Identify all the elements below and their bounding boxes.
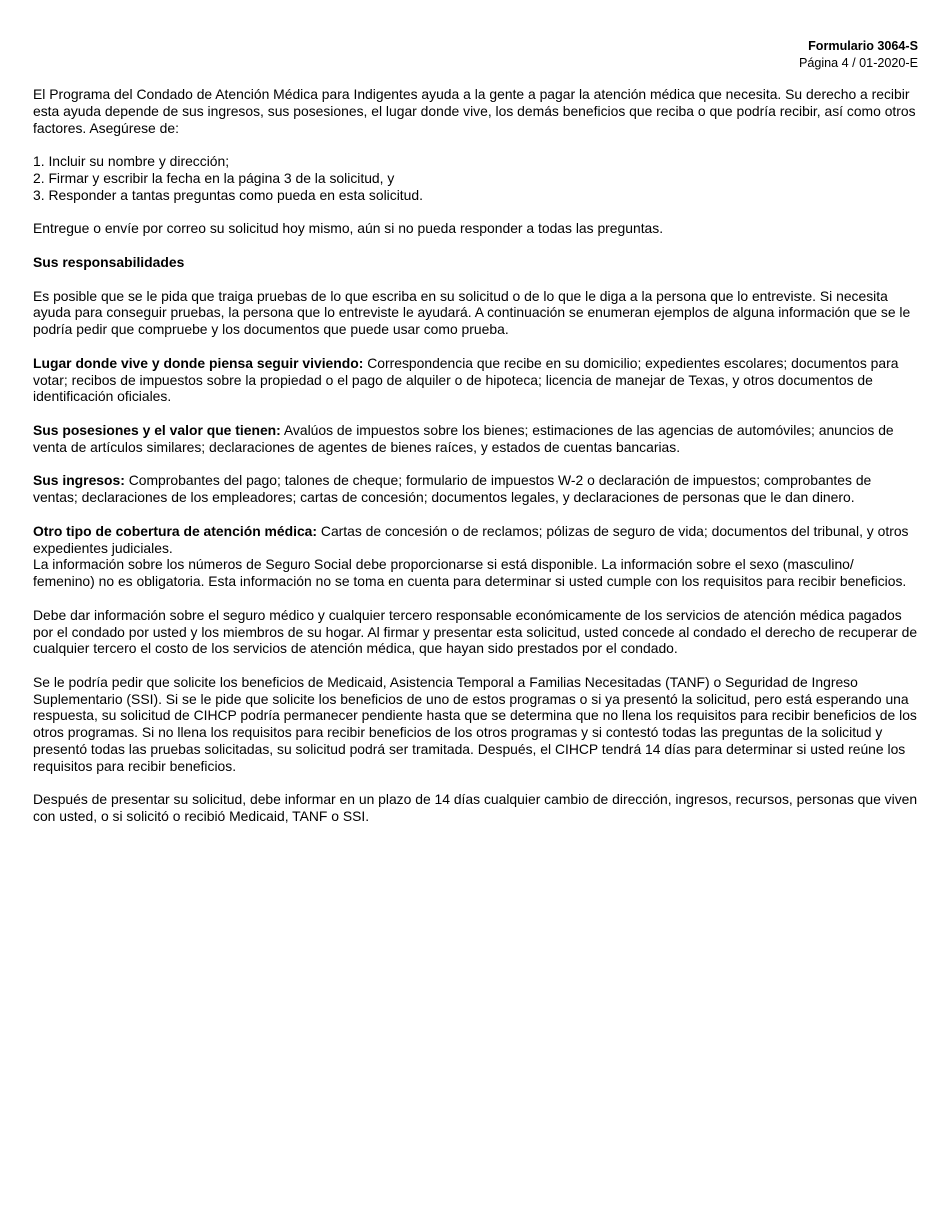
checklist-item: 1. Incluir su nombre y dirección; [33, 153, 230, 170]
submit-note: Entregue o envíe por correo su solicitud hoy mismo, aún si no pueda responder a todas las preguntas. [33, 220, 664, 237]
checklist [33, 153, 918, 203]
checklist-item: 3. Responder a tantas preguntas como pueda en esta solicitud. [33, 186, 423, 203]
residence-text: Correspondencia que recibe en su domicilio; expedientes escolares; documentos para votar; recibos de impuestos sobre la propiedad o el pago de alquiler o de hipoteca; licencia de manejar de Texas, y otros documentos de identificación oficiales. [33, 354, 899, 405]
income-text: Comprobantes del pago; talones de cheque; formulario de impuestos W-2 o declaración de impuestos; comprobantes de ventas; declaraciones de los empleadores; cartas de concesión; documentos legales, y declaraciones de personas que le dan dinero. [33, 472, 872, 506]
income-label: Sus ingresos: [33, 472, 125, 489]
page-info: Página 4 / 01-2020-E [798, 56, 918, 70]
income-paragraph [33, 472, 918, 506]
possessions-text: Avalúos de impuestos sobre los bienes; estimaciones de las agencias de automóviles; anuncios de venta de artículos similares; declaraciones de agentes de bienes raíces, y estados de cuentas bancarias. [33, 421, 894, 455]
changes-note: Después de presentar su solicitud, debe informar en un plazo de 14 días cualquier cambio de dirección, ingresos, recursos, personas que viven con usted, o si solicitó o recibió Medicaid, TANF o SSI. [33, 791, 918, 825]
coverage-text: Cartas de concesión o de reclamos; pólizas de seguro de vida; documentos del tribunal, y otros expedientes judiciales. [33, 522, 909, 556]
benefits-note: Se le podría pedir que solicite los beneficios de Medicaid, Asistencia Temporal a Familias Necesitadas (TANF) o Seguridad de Ingreso Suplementario (SSI). Si se le pide que solicite los beneficios de uno de estos programas o si ya presentó la solicitud, pero está esperando una respuesta, su solicitud de CIHCP podría permanecer pendiente hasta que se determina que no llena los requisitos para recibir beneficios de los otros programas. Si no llena los requisitos para recibir beneficios de los otros programas y si contestó todas las preguntas de la solicitud y presentó todas las pruebas solicitadas, su solicitud podrá ser tramitada. Después, el CIHCP tendrá 14 días para determinar si usted reúne los requisitos para recibir beneficios. [33, 673, 917, 774]
page-header [33, 38, 918, 72]
residence-label: Lugar donde vive y donde piensa seguir viviendo: [33, 354, 364, 371]
possessions-label: Sus posesiones y el valor que tienen: [33, 421, 281, 438]
checklist-item: 2. Firmar y escribir la fecha en la página 3 de la solicitud, y [33, 169, 395, 186]
intro-paragraph: El Programa del Condado de Atención Médica para Indigentes ayuda a la gente a pagar la atención médica que necesita. Su derecho a recibir esta ayuda depende de sus ingresos, sus posesiones, el lugar donde vive, los demás beneficios que reciba o que podría recibir, así como otros factores. Asegúrese de: [33, 86, 916, 136]
insurance-note: Debe dar información sobre el seguro médico y cualquier tercero responsable económicamente de los servicios de atención médica pagados por el condado por usted y los miembros de su hogar. Al firmar y presentar esta solicitud, usted concede al condado el derecho de recuperar de cualquier tercero el costo de los servicios de atención médica, que hayan sido prestados por el condado. [33, 606, 918, 657]
section-heading-responsibilities: Sus responsabilidades [33, 253, 185, 270]
coverage-label: Otro tipo de cobertura de atención médica: [33, 522, 318, 539]
form-number: Formulario 3064-S [808, 39, 918, 53]
document-body [33, 86, 918, 825]
residence-paragraph [33, 355, 918, 405]
ssn-note: La información sobre los números de Seguro Social debe proporcionarse si está disponible. La información sobre el sexo (masculino/ femenino) no es obligatoria. Esta información no se toma en cuenta para determinar si usted cumple con los requisitos para recibir beneficios. [33, 556, 907, 590]
responsibilities-intro: Es posible que se le pida que traiga pruebas de lo que escriba en su solicitud o de lo que le diga a la persona que lo entreviste. Si necesita ayuda para conseguir pruebas, la persona que lo entreviste le ayudará. A continuación se enumeran ejemplos de alguna información que se le podría pedir que compruebe y los documentos que puede usar como prueba. [33, 287, 911, 338]
coverage-paragraph [33, 523, 918, 557]
possessions-paragraph [33, 422, 918, 456]
